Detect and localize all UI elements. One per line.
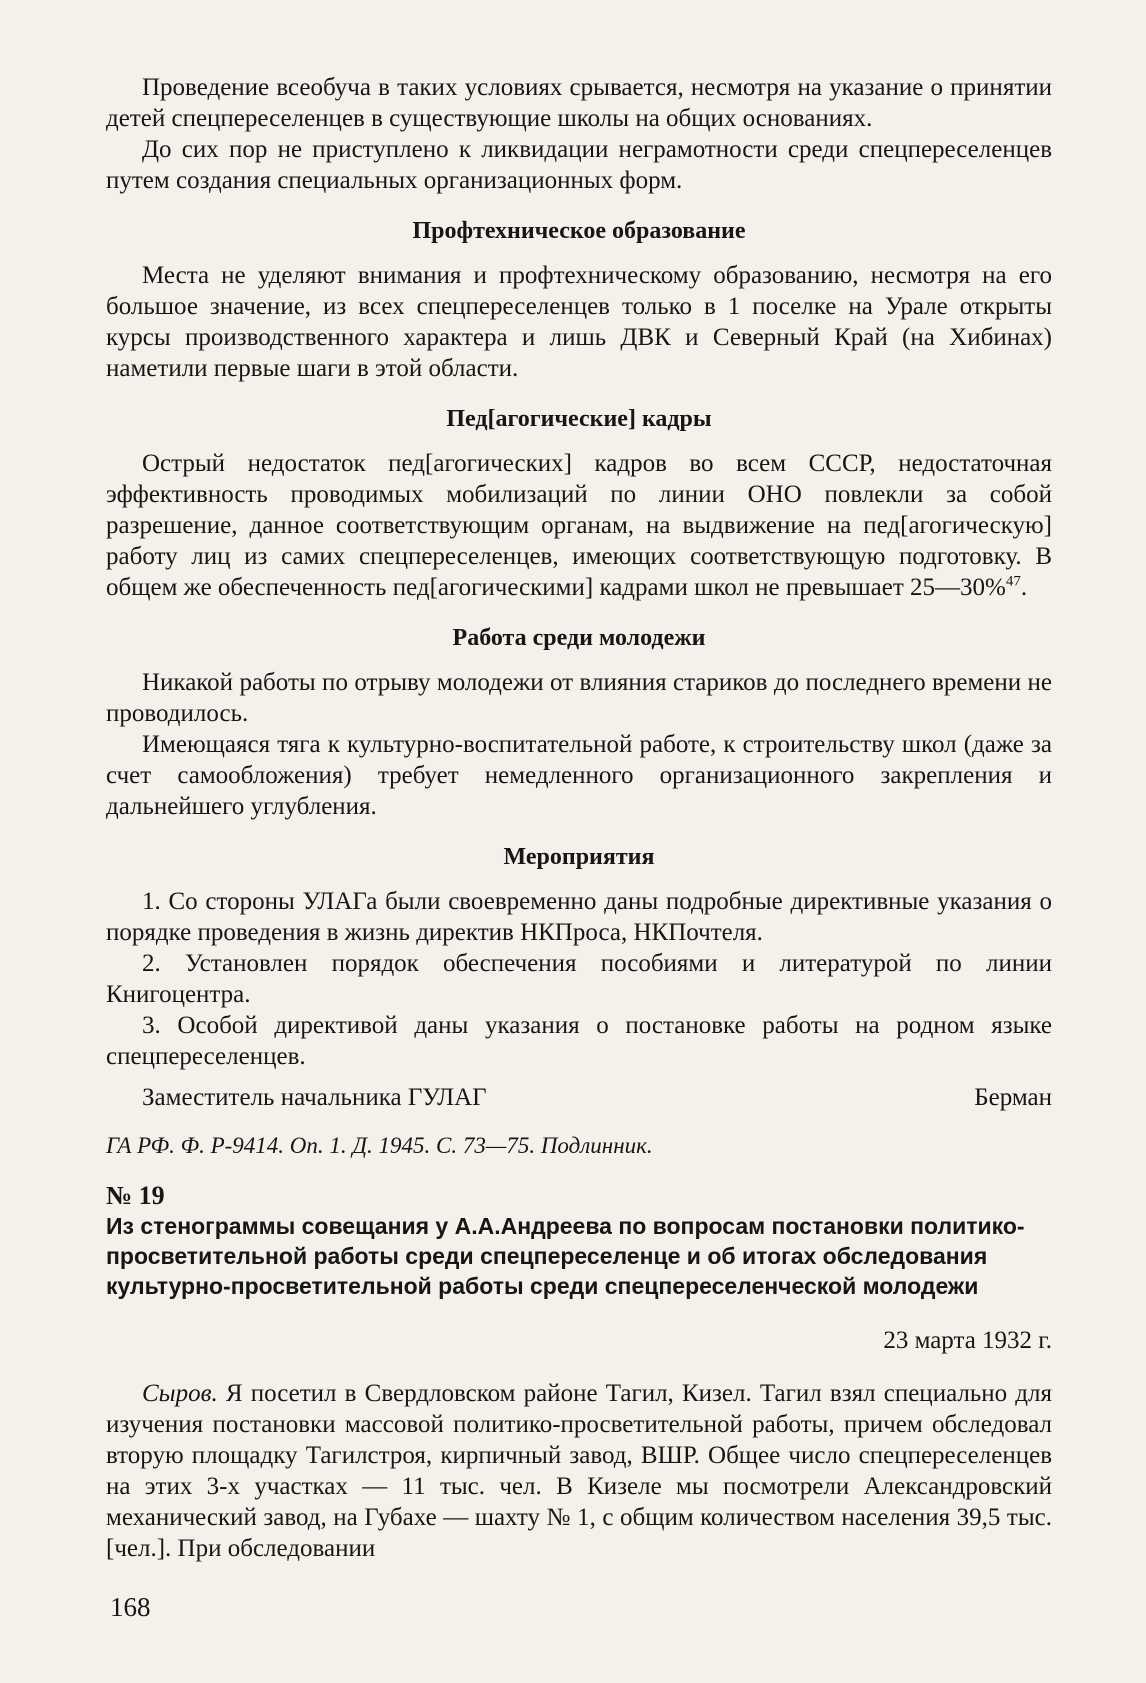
section-heading: Пед[агогические] кадры — [446, 406, 712, 432]
signature-position: Заместитель начальника ГУЛАГ — [142, 1084, 487, 1111]
list-item: 3. Особой директивой даны указания о постановке работы на родном языке спецпереселенцев. — [106, 1012, 1052, 1070]
paragraph: Имеющаяся тяга к культурно-воспитательной работе, к строительству школ (даже за счет самообложения) требует немедленного организационного закрепления и дальнейшего углубления. — [106, 731, 1052, 820]
footnote-ref: 47 — [1005, 573, 1021, 590]
paragraph: Проведение всеобуча в таких условиях срывается, несмотря на указание о принятии детей спецпереселенцев в существующие школы на общих основаниях. — [106, 74, 1052, 132]
document-date: 23 марта 1932 г. — [883, 1327, 1052, 1354]
document-title: Из стенограммы совещания у А.А.Андреева по вопросам постановки политико-просветительной работы среди спецпереселенце и об итогах обследования культурно-просветительной работы среди спецпереселенческой молодежи — [106, 1213, 1025, 1299]
paragraph: Никакой работы по отрыву молодежи от влияния стариков до последнего времени не проводилось. — [106, 669, 1052, 727]
archive-source: ГА РФ. Ф. Р-9414. Оп. 1. Д. 1945. С. 73—75. Подлинник. — [106, 1133, 653, 1158]
speech-text: Я посетил в Свердловском районе Тагил, Кизел. Тагил взял специально для изучения постановки массовой политико-просветительной работы, причем обследовал вторую площадку Тагилстроя, кирпичный завод, ВШР. Общее число спецпереселенцев на этих 3-х участках — 11 тыс. чел. В Кизеле мы посмотрели Александровский механический завод, на Губахе — шахту № 1, с общим количеством населения 39,5 тыс. [чел.]. При обследовании — [106, 1380, 1053, 1562]
section-heading: Работа среди молодежи — [452, 625, 706, 651]
signature-row — [106, 1082, 1052, 1113]
list-item: 2. Установлен порядок обеспечения пособиями и литературой по линии Книгоцентра. — [106, 950, 1052, 1008]
paragraph — [106, 1378, 1052, 1564]
section-heading: Мероприятия — [503, 844, 655, 870]
speaker-name: Сыров. — [142, 1380, 218, 1407]
paragraph-tail: . — [1020, 574, 1028, 601]
document-number: № 19 — [106, 1181, 165, 1210]
paragraph: Места не уделяют внимания и профтехническому образованию, несмотря на его большое значение, из всех спецпереселенцев только в 1 поселке на Урале открыты курсы производственного характера и лишь ДВК и Северный Край (на Хибинах) наметили первые шаги в этой области. — [106, 262, 1052, 382]
paragraph: До сих пор не приступлено к ликвидации неграмотности среди спецпереселенцев путем создания специальных организационных форм. — [106, 136, 1052, 194]
page-number: 168 — [110, 1592, 151, 1622]
list-item: 1. Со стороны УЛАГа были своевременно даны подробные директивные указания о порядке проведения в жизнь директив НКПроса, НКПочтеля. — [106, 888, 1052, 946]
document-body — [106, 72, 1052, 1564]
signature-name: Берман — [974, 1084, 1052, 1111]
section-heading: Профтехническое образование — [412, 218, 746, 244]
paragraph-text: Острый недостаток пед[агогических] кадров во всем СССР, недостаточная эффективность проводимых мобилизаций по линии ОНО повлекли за собой разрешение, данное соответствующим органам, на выдвижение на пед[агогическую] работу лиц из самих спецпереселенцев, имеющих соответствующую подготовку. В общем же обеспеченность пед[агогическими] кадрами школ не превышает 25—30% — [106, 450, 1052, 601]
paragraph — [106, 448, 1052, 603]
